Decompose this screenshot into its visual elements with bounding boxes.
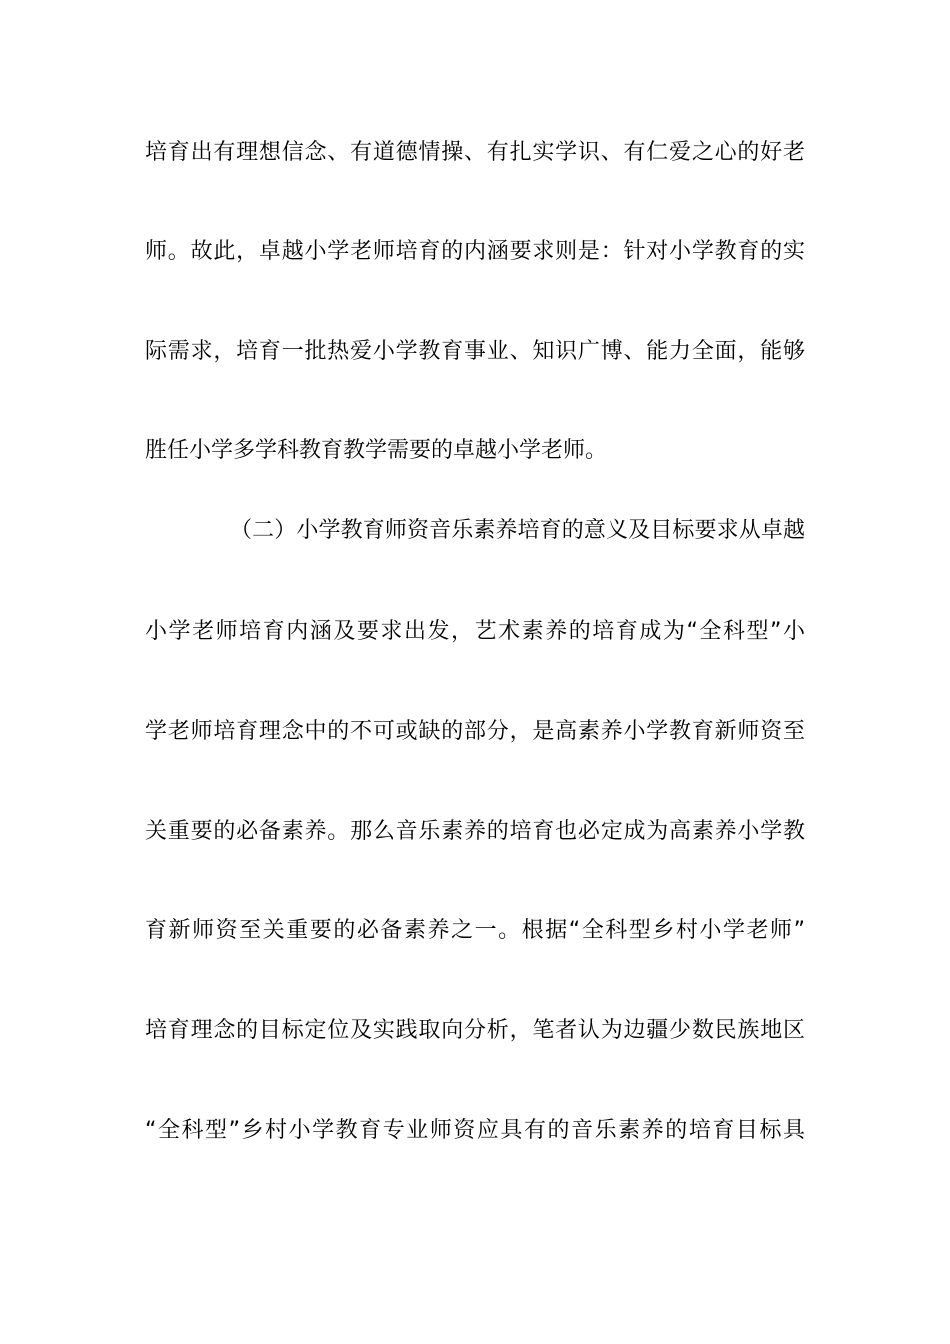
text-line: 培育出有理想信念、有道德情操、有扎实学识、有仁爱之心的好老	[145, 140, 805, 165]
text-line: 胜任小学多学科教育教学需要的卓越小学老师。	[145, 438, 608, 463]
text-line: 培育理念的目标定位及实践取向分析，笔者认为边疆少数民族地区	[145, 1018, 805, 1043]
text-line: 学老师培育理念中的不可或缺的部分，是高素养小学教育新师资至	[145, 719, 805, 744]
text-line: 际需求，培育一批热爱小学教育事业、知识广博、能力全面，能够	[145, 339, 805, 364]
text-line: 育新师资至关重要的必备素养之一。根据“全科型乡村小学老师”	[145, 918, 805, 943]
section-heading-line: （二）小学教育师资音乐素养培育的意义及目标要求从卓越	[230, 518, 805, 543]
text-line: 小学老师培育内涵及要求出发，艺术素养的培育成为“全科型”小	[145, 619, 805, 644]
text-line: 师。故此，卓越小学老师培育的内涵要求则是：针对小学教育的实	[145, 239, 805, 264]
text-line: “全科型”乡村小学教育专业师资应具有的音乐素养的培育目标具	[145, 1118, 805, 1143]
text-line: 关重要的必备素养。那么音乐素养的培育也必定成为高素养小学教	[145, 819, 805, 844]
